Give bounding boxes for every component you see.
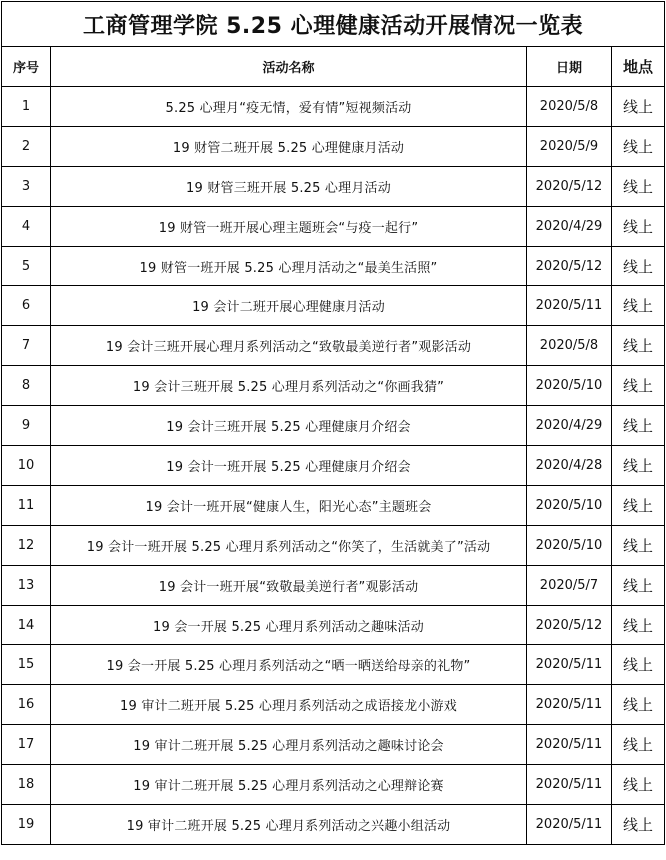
activity-date: 2020/5/7: [527, 565, 612, 605]
activity-date: 2020/5/10: [527, 525, 612, 565]
activity-name: 19 会计一班开展 5.25 心理月系列活动之“你笑了，生活就美了”活动: [51, 525, 527, 565]
activity-name: 19 会计二班开展心理健康月活动: [51, 286, 527, 326]
activity-location: 线上: [612, 166, 665, 206]
activity-date: 2020/5/8: [527, 87, 612, 127]
row-index: 14: [2, 605, 51, 645]
table-row: [2, 525, 665, 565]
row-index: 15: [2, 645, 51, 685]
activity-location: 线上: [612, 446, 665, 486]
activity-date: 2020/5/11: [527, 645, 612, 685]
activity-name: 19 会计三班开展心理月系列活动之“致敬最美逆行者”观影活动: [51, 326, 527, 366]
row-index: 3: [2, 166, 51, 206]
activity-sheet: [1, 1, 665, 858]
table-row: [2, 725, 665, 765]
table-row: [2, 166, 665, 206]
row-index: 5: [2, 246, 51, 286]
header-location: 地点: [612, 47, 665, 87]
activity-name: 19 财管一班开展 5.25 心理月活动之“最美生活照”: [51, 246, 527, 286]
activity-location: 线上: [612, 126, 665, 166]
table-row: [2, 685, 665, 725]
activity-name: 19 审计二班开展 5.25 心理月系列活动之兴趣小组活动: [51, 805, 527, 845]
row-index: 9: [2, 406, 51, 446]
row-index: 7: [2, 326, 51, 366]
table-row: [2, 805, 665, 845]
activity-date: 2020/5/9: [527, 126, 612, 166]
activity-date: 2020/5/11: [527, 765, 612, 805]
table-row: [2, 87, 665, 127]
activity-date: 2020/5/11: [527, 286, 612, 326]
activity-name: 19 财管三班开展 5.25 心理月活动: [51, 166, 527, 206]
activity-date: 2020/5/11: [527, 805, 612, 845]
row-index: 12: [2, 525, 51, 565]
activity-name: 19 会计一班开展“健康人生，阳光心态”主题班会: [51, 485, 527, 525]
activity-location: 线上: [612, 286, 665, 326]
row-index: 18: [2, 765, 51, 805]
activity-date: 2020/4/29: [527, 206, 612, 246]
header-name: 活动名称: [51, 47, 527, 87]
activity-name: 19 会一开展 5.25 心理月系列活动之“晒一晒送给母亲的礼物”: [51, 645, 527, 685]
activity-name: 19 审计二班开展 5.25 心理月系列活动之心理辩论赛: [51, 765, 527, 805]
activity-name: 19 财管二班开展 5.25 心理健康月活动: [51, 126, 527, 166]
activity-date: 2020/5/12: [527, 605, 612, 645]
row-index: 8: [2, 366, 51, 406]
activity-location: 线上: [612, 246, 665, 286]
activity-name: 19 会计一班开展 5.25 心理健康月介绍会: [51, 446, 527, 486]
activity-date: 2020/5/12: [527, 166, 612, 206]
row-index: 17: [2, 725, 51, 765]
table-row: [2, 206, 665, 246]
title-row: [2, 2, 665, 47]
activity-location: 线上: [612, 605, 665, 645]
row-index: 11: [2, 485, 51, 525]
table-row: [2, 286, 665, 326]
row-index: 1: [2, 87, 51, 127]
table-row: [2, 126, 665, 166]
activity-location: 线上: [612, 406, 665, 446]
activity-name: 19 会计三班开展 5.25 心理月系列活动之“你画我猜”: [51, 366, 527, 406]
row-index: 13: [2, 565, 51, 605]
table-row: [2, 565, 665, 605]
activity-date: 2020/5/10: [527, 366, 612, 406]
activity-location: 线上: [612, 685, 665, 725]
activity-location: 线上: [612, 565, 665, 605]
activity-name: 19 会计一班开展“致敬最美逆行者”观影活动: [51, 565, 527, 605]
activity-location: 线上: [612, 765, 665, 805]
table-row: [2, 366, 665, 406]
table-row: [2, 446, 665, 486]
activity-location: 线上: [612, 485, 665, 525]
table-row: [2, 326, 665, 366]
activity-location: 线上: [612, 805, 665, 845]
table-row: [2, 765, 665, 805]
activity-date: 2020/5/11: [527, 685, 612, 725]
activity-date: 2020/5/8: [527, 326, 612, 366]
header-date: 日期: [527, 47, 612, 87]
table-row: [2, 645, 665, 685]
table-row: [2, 485, 665, 525]
row-index: 4: [2, 206, 51, 246]
activity-name: 19 财管一班开展心理主题班会“与疫一起行”: [51, 206, 527, 246]
activity-date: 2020/5/10: [527, 485, 612, 525]
activity-location: 线上: [612, 206, 665, 246]
activity-location: 线上: [612, 645, 665, 685]
activity-name: 19 会一开展 5.25 心理月系列活动之趣味活动: [51, 605, 527, 645]
activity-location: 线上: [612, 725, 665, 765]
activity-name: 5.25 心理月“疫无情，爱有情”短视频活动: [51, 87, 527, 127]
page-title: 工商管理学院 5.25 心理健康活动开展情况一览表: [2, 2, 665, 47]
table-row: [2, 605, 665, 645]
table-row: [2, 246, 665, 286]
row-index: 6: [2, 286, 51, 326]
row-index: 10: [2, 446, 51, 486]
activity-location: 线上: [612, 366, 665, 406]
header-row: [2, 47, 665, 87]
activity-name: 19 会计三班开展 5.25 心理健康月介绍会: [51, 406, 527, 446]
activity-location: 线上: [612, 87, 665, 127]
table-row: [2, 406, 665, 446]
header-index: 序号: [2, 47, 51, 87]
activity-location: 线上: [612, 525, 665, 565]
row-index: 19: [2, 805, 51, 845]
row-index: 16: [2, 685, 51, 725]
activity-date: 2020/4/29: [527, 406, 612, 446]
row-index: 2: [2, 126, 51, 166]
activity-name: 19 审计二班开展 5.25 心理月系列活动之趣味讨论会: [51, 725, 527, 765]
activity-location: 线上: [612, 326, 665, 366]
activity-name: 19 审计二班开展 5.25 心理月系列活动之成语接龙小游戏: [51, 685, 527, 725]
activity-date: 2020/5/12: [527, 246, 612, 286]
activity-date: 2020/5/11: [527, 725, 612, 765]
activity-date: 2020/4/28: [527, 446, 612, 486]
activity-table: [1, 1, 665, 845]
